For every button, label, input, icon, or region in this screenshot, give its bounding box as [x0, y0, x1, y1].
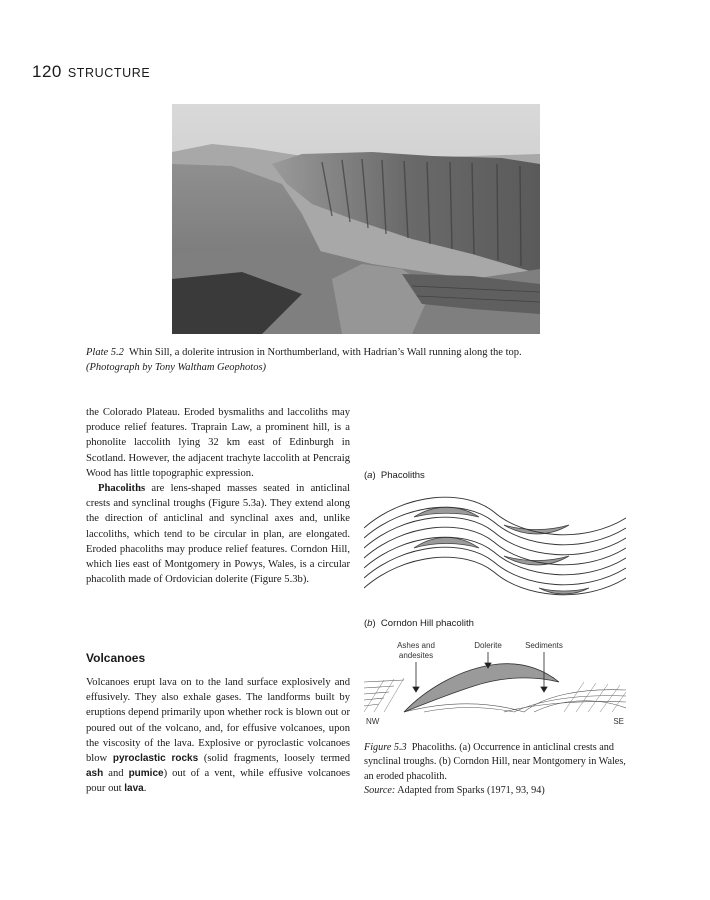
text-run: ) out of a vent, while effusive volcanoes pour out: [86, 768, 351, 795]
source-text: Adapted from Sparks (1971, 93, 94): [397, 785, 545, 797]
label-se: SE: [613, 717, 624, 726]
label-ashes-2: andesites: [398, 651, 434, 660]
label-nw: NW: [366, 717, 380, 726]
panel-a-title: (a) Phacoliths: [364, 470, 425, 481]
term-pyroclastic-rocks: pyroclastic rocks: [112, 753, 199, 765]
plate-photograph: [172, 104, 540, 334]
plate-label: Plate 5.2: [86, 347, 124, 358]
panel-b-title-text: Corndon Hill phacolith: [380, 618, 474, 629]
plate-caption: [86, 345, 646, 375]
section-heading-volcanoes: Volcanoes: [86, 651, 146, 665]
panel-a-letter: a: [367, 470, 373, 481]
paragraph-volcanoes: [86, 675, 350, 797]
body-column: [86, 405, 350, 587]
label-sediments: Sediments: [525, 641, 563, 650]
whin-sill-photo: [172, 104, 540, 334]
section-title: STRUCTURE: [67, 66, 151, 80]
term-lava: lava: [124, 783, 144, 795]
running-header: [32, 62, 150, 82]
lens-trough-3: [539, 588, 589, 594]
label-dolerite: Dolerite: [474, 641, 502, 650]
figure-caption-text: Phacoliths. (a) Occurrence in anticlinal crests and synclinal troughs. (b) Corndon Hill, near Montgomery in Wales, an eroded phacolith.: [364, 742, 626, 782]
fold-strata: [364, 497, 626, 595]
lens-trough-2: [504, 556, 569, 565]
plate-caption-text: Whin Sill, a dolerite intrusion in Northumberland, with Hadrian’s Wall running along the top.: [128, 347, 522, 358]
paragraph-laccoliths: the Colorado Plateau. Eroded bysmaliths and laccoliths may produce relief features. Traprain Law, a prominent hill, is a phonolite laccolith lying 32 km east of Edinburgh in Scotland. However, the adjacent trachyte laccolith at Pencraig Wood has little topographic expression.: [86, 407, 350, 479]
panel-b-letter: b: [367, 618, 373, 629]
text-run: (solid fragments, loosely termed: [198, 753, 350, 765]
label-ashes-1: Ashes and: [397, 641, 435, 650]
term-ash: ash: [86, 768, 104, 780]
phacolith-lenses: [414, 507, 589, 594]
page-number: 120: [32, 62, 62, 81]
lens-trough-1: [504, 525, 569, 534]
text-run: and: [103, 768, 129, 780]
text-run: Volcanoes erupt lava on to the land surface explosively and effusively. They also exhale gases. The landforms built by eruptions depend primarily upon whether rock is blown out or poured out of the volcano, and, for effusive volcanoes, upon the viscosity of the lava. Explosive or pyroclastic volcanoes blow: [86, 677, 350, 765]
body-column-volcanoes: [86, 675, 350, 797]
figure-caption: [364, 741, 626, 799]
lens-crest-1: [414, 507, 479, 517]
panel-a-title-text: Phacoliths: [380, 470, 425, 481]
source-label: Source:: [364, 785, 396, 797]
figure-label: Figure 5.3: [364, 742, 407, 753]
plate-credit: (Photograph by Tony Waltham Geophotos): [86, 362, 267, 373]
paragraph-phacoliths: [86, 481, 350, 587]
term-phacoliths: Phacoliths: [98, 483, 146, 495]
panel-b-title: (b) Corndon Hill phacolith: [364, 618, 474, 629]
corndon-hill-diagram: [364, 636, 626, 728]
phacoliths-diagram: [364, 488, 626, 600]
term-pumice: pumice: [128, 768, 164, 780]
text-run: .: [143, 783, 147, 795]
paragraph-phacoliths-text: are lens-shaped masses seated in anticlinal crests and synclinal troughs (Figure 5.3a). They extend along the direction of anticlinal and synclinal axes and, unlike laccoliths, which tend to be circular in plan, are elongated. Eroded phacoliths may produce relief features. Corndon Hill, which lies east of Montgomery in Powys, Wales, is a circular phacolith made of Ordovician dolerite (Figure 5.3b).: [86, 483, 350, 586]
